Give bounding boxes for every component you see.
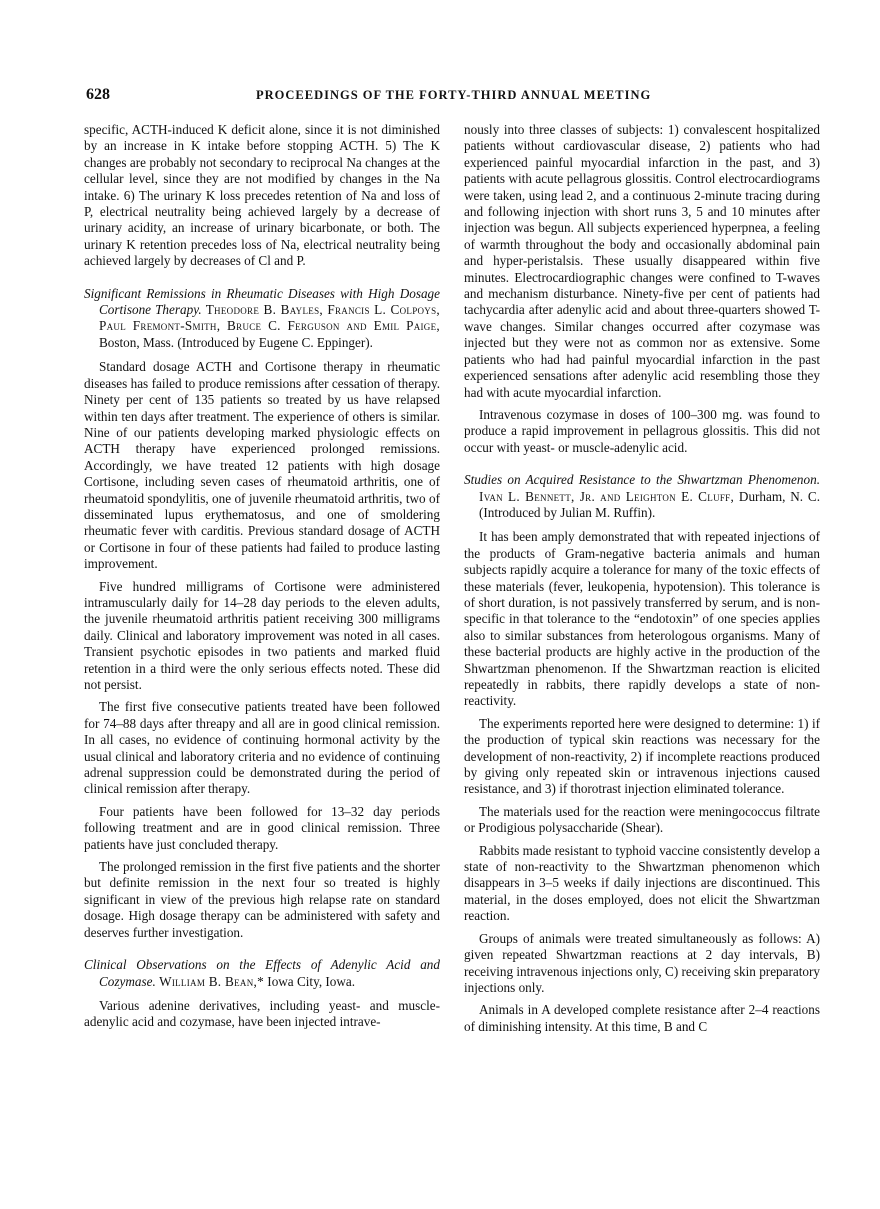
body-paragraph: The materials used for the reaction were meningococcus filtrate or Prodigious polysaccharide (Shear). [464, 803, 820, 836]
running-head: PROCEEDINGS OF THE FORTY-THIRD ANNUAL MEETING [256, 88, 652, 102]
abstract-heading [84, 957, 440, 990]
body-paragraph: Various adenine derivatives, including yeast- and muscle-adenylic acid and cozymase, have been injected intrave- [84, 997, 440, 1030]
abstract-authors: Ivan L. Bennett, Jr. and Leighton E. Cluff, [479, 488, 735, 504]
body-paragraph: Four patients have been followed for 13–32 day periods following treatment and are in good clinical remission. Three patients have just concluded therapy. [84, 803, 440, 852]
abstract-location: Durham, N. C. (Introduced by Julian M. Ruffin). [479, 488, 820, 520]
abstract-title: Significant Remissions in Rheumatic Diseases with High Dosage Cortisone Therapy. [84, 285, 440, 318]
body-paragraph: The experiments reported here were designed to determine: 1) if the production of typical skin reactions was necessary for the development of non-reactivity, 2) if incomplete reactions produced by giving only repeated skin or intravenous injections caused resistance, and 3) if thorotrast injection eliminated tolerance. [464, 715, 820, 797]
abstract-title: Clinical Observations on the Effects of Adenylic Acid and Cozymase. [84, 957, 440, 989]
page-header [86, 86, 822, 110]
body-paragraph: Rabbits made resistant to typhoid vaccine consistently develop a state of non-reactivity to the Shwartzman phenomenon which disappears in 3–5 weeks if daily injections are discontinued. This material, in the doses employed, does not elicit the Shwartzman reaction. [464, 842, 820, 924]
abstract-heading [464, 472, 820, 521]
body-paragraph: It has been amply demonstrated that with repeated injections of the products of Gram-negative bacteria animals and human subjects rapidly acquire a tolerance for many of the toxic effects of these materials (fever, leukopenia, hypotension). This tolerance is of short duration, is not passively transferred by serum, and is non-specific in that tolerance to the “endotoxin” of one species applies also to similar substances from heterologous organisms. Many of these bacterial products are highly active in the production of the Shwartzman phenomenon. If the Shwartzman reaction is elicited repeatedly in rabbits, there rapidly develops a state of non-reactivity. [464, 529, 820, 709]
body-paragraph: Standard dosage ACTH and Cortisone therapy in rheumatic diseases has failed to produce remissions after cessation of therapy. Ninety per cent of 135 patients so treated by us have relapsed within ten days after treatment. The experience of others is similar. Nine of our patients developing marked physiologic effects on ACTH therapy have experienced prolonged remissions. Accordingly, we have treated 12 patients with high dosage Cortisone, including seven cases of rheumatoid arthritis, one of rheumatoid spondylitis, one of juvenile rheumatoid arthritis, two of disseminated lupus erythematosus, and one of smoldering rheumatic fever with carditis. Previous standard dosage of ACTH or Cortisone in four of these patients had failed to produce lasting improvement. [84, 359, 440, 572]
body-paragraph: Animals in A developed complete resistance after 2–4 reactions of diminishing intensity. At this time, B and C [464, 1002, 820, 1034]
abstract-authors: William B. Bean,* [159, 973, 264, 989]
page-number: 628 [86, 86, 110, 103]
abstract-authors: Theodore B. Bayles, Francis L. Colpoys, Paul Fremont-Smith, Bruce C. Ferguson and Emil Paige, [99, 302, 440, 334]
body-paragraph: Intravenous cozymase in doses of 100–300 mg. was found to produce a rapid improvement in pellagrous glossitis. This did not occur with yeast- or muscle-adenylic acid. [464, 406, 820, 455]
abstract-heading [84, 286, 440, 352]
body-paragraph: The first five consecutive patients treated have been followed for 74–88 days after threapy and all are in good clinical remission. In all cases, no evidence of continuing hormonal activity by the usual clinical and laboratory criteria and no evidence of continuing adrenal suppression could be demonstrated during the period of clinical remission after therapy. [84, 699, 440, 797]
abstract-location: Boston, Mass. (Introduced by Eugene C. Eppinger). [99, 334, 373, 350]
continuation-paragraph: nously into three classes of subjects: 1) convalescent hospitalized patients without cardiovascular disease, 2) patients who had experienced painful myocardial infarction in the past, and 3) patients with acute pellagrous glossitis. Control electrocardiograms were taken, using lead 2, and a continuous 2-minute tracing during and following injection with short runs 3, 5 and 10 minutes after injection was begun. All subjects experienced hyperpnea, a feeling of warmth throughout the body and occasionally abdominal pain and hyper-peristalsis. These usually disappeared within five minutes. Electrocardiographic changes were confined to T-waves and mechanism disturbance. Ninety-five per cent of patients had tachycardia after adenylic acid and about three-quarters showed T-wave changes. Similar changes occurred after cozymase was injected but they were not as common nor as extensive. Some patients who had had painful myocardial infarction in the past experienced sensations after adenylic acid resembling those they had with acute myocardial infarction. [464, 122, 820, 400]
continuation-paragraph: specific, ACTH-induced K deficit alone, since it is not diminished by an increase in K intake before stopping ACTH. 5) The K changes are probably not secondary to reciprocal Na changes at the cellular level, since they are not modified by changes in the Na intake. 6) The urinary K loss precedes retention of Na and loss of P, electrical neutrality being achieved largely by a decrease of urinary acidity, an increase of urinary bicarbonate, or both. The urinary K retention precedes loss of Na, electrical neutrality being achieved largely by decreases of Cl and P. [84, 122, 440, 269]
body-paragraph: The prolonged remission in the first five patients and the shorter but definite remission in the next four so treated is highly significant in view of the previous high relapse rate on standard dosage. High dosage therapy can be administered with safety and deserves further investigation. [84, 859, 440, 940]
left-column [84, 122, 440, 1037]
abstract-location: Iowa City, Iowa. [267, 973, 356, 989]
body-paragraph: Five hundred milligrams of Cortisone were administered intramuscularly daily for 14–28 day periods to the eleven adults, the juvenile rheumatoid arthritis patient receiving 300 milligrams daily. Clinical and laboratory improvement was noted in all cases. Transient psychotic episodes in two patients and marked fluid retention in a third were the only serious effects noted. These did not persist. [84, 578, 440, 692]
abstract-title: Studies on Acquired Resistance to the Shwartzman Phenomenon. [464, 472, 820, 488]
body-paragraph: Groups of animals were treated simultaneously as follows: A) given repeated Shwartzman reactions at 2 day intervals, B) receiving intravenous injections only, C) receiving skin preparatory injections only. [464, 930, 820, 995]
right-column [464, 122, 820, 1041]
